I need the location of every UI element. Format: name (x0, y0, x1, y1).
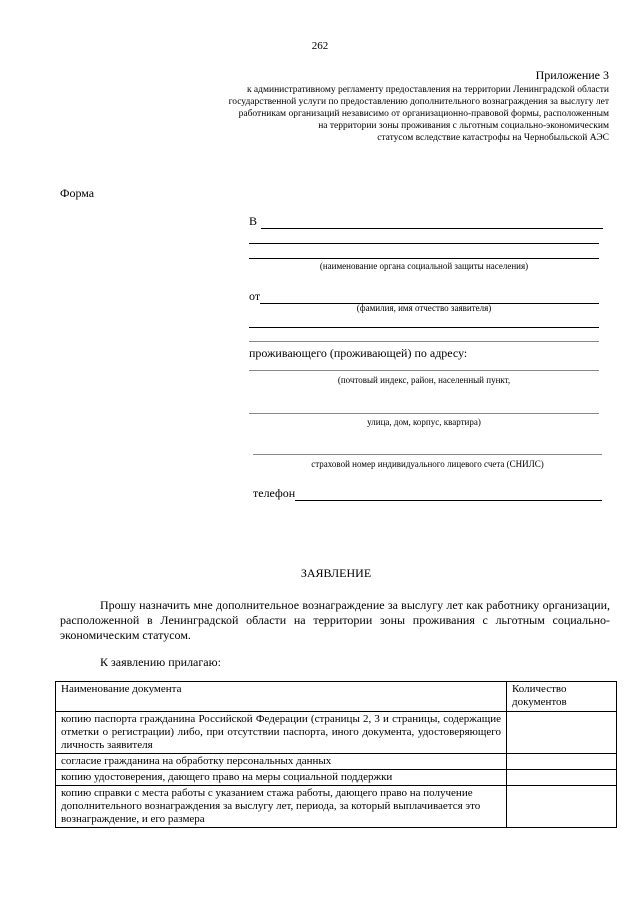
document-name-cell: копию паспорта гражданина Российской Федерации (страницы 2, 3 и страницы, содержащие отметки о регистрации) либо, при отсутствии паспорта, иного документа, удостоверяющего личность заявителя (56, 712, 507, 754)
request-text: Прошу назначить мне дополнительное вознаграждение за выслугу лет как работнику организации, расположенной в Ленинградской области на территории зоны проживания с льготным социально-экономическим статусом. (60, 598, 610, 642)
address-line-2[interactable] (249, 413, 599, 414)
document-count-cell[interactable] (507, 770, 617, 786)
form-label: Форма (60, 186, 95, 200)
table-row (56, 786, 617, 828)
appendix-line: статусом вследствие катастрофы на Чернобыльской АЭС (377, 133, 609, 143)
phone-input-line[interactable] (295, 488, 602, 501)
table-row (56, 754, 617, 770)
appendix-line: на территории зоны проживания с льготным социально-экономическим (318, 121, 609, 131)
from-field[interactable] (249, 289, 599, 304)
to-caption: (наименование органа социальной защиты населения) (319, 261, 529, 271)
to-line-3[interactable] (249, 258, 599, 259)
document-name-cell: копию справки с места работы с указанием стажа работы, дающего право на получение дополнительного вознаграждения за выслугу лет, периода, за который выплачивается это вознаграждение, и его размера (56, 786, 507, 828)
document-count-cell[interactable] (507, 786, 617, 828)
from-caption: (фамилия, имя отчество заявителя) (356, 303, 492, 313)
document-name-cell: согласие гражданина на обработку персональных данных (56, 754, 507, 770)
from-line-3[interactable] (249, 341, 599, 342)
appendix-title: Приложение 3 (535, 68, 609, 82)
from-prefix: от (249, 289, 261, 303)
to-field[interactable] (249, 214, 603, 229)
from-line-2[interactable] (249, 327, 599, 328)
table-row (56, 770, 617, 786)
table-row (56, 712, 617, 754)
address-caption-2: улица, дом, корпус, квартира) (367, 417, 481, 427)
phone-prefix: телефон (253, 486, 296, 500)
document-name-cell: копию удостоверения, дающего право на меры социальной поддержки (56, 770, 507, 786)
header-document-count: Количество документов (507, 682, 617, 712)
address-caption-1: (почтовый индекс, район, населенный пункт, (337, 375, 511, 385)
attachments-table (55, 681, 617, 828)
to-line-2[interactable] (249, 243, 599, 244)
header-document-name: Наименование документа (56, 682, 507, 712)
snils-caption: страховой номер индивидуального лицевого счета (СНИЛС) (311, 459, 544, 469)
document-heading: ЗАЯВЛЕНИЕ (300, 566, 372, 580)
document-count-cell[interactable] (507, 712, 617, 754)
to-prefix: В (249, 214, 258, 228)
appendix-line: работникам организаций независимо от организационно-правовой формы, расположенным (238, 109, 609, 119)
phone-field[interactable] (253, 486, 602, 501)
table-header-row (56, 682, 617, 712)
address-label: проживающего (проживающей) по адресу: (249, 346, 468, 360)
address-line-1[interactable] (249, 370, 599, 371)
page-number: 262 (311, 40, 329, 52)
appendix-line: государственной услуги по предоставлению дополнительного вознаграждения за выслугу лет (228, 97, 609, 107)
appendix-line: к административному регламенту предоставления на территории Ленинградской области (246, 85, 609, 95)
attachments-label: К заявлению прилагаю: (100, 655, 221, 669)
to-input-line[interactable] (261, 216, 603, 229)
document-count-cell[interactable] (507, 754, 617, 770)
snils-line[interactable] (253, 454, 602, 455)
appendix-description (149, 84, 609, 144)
